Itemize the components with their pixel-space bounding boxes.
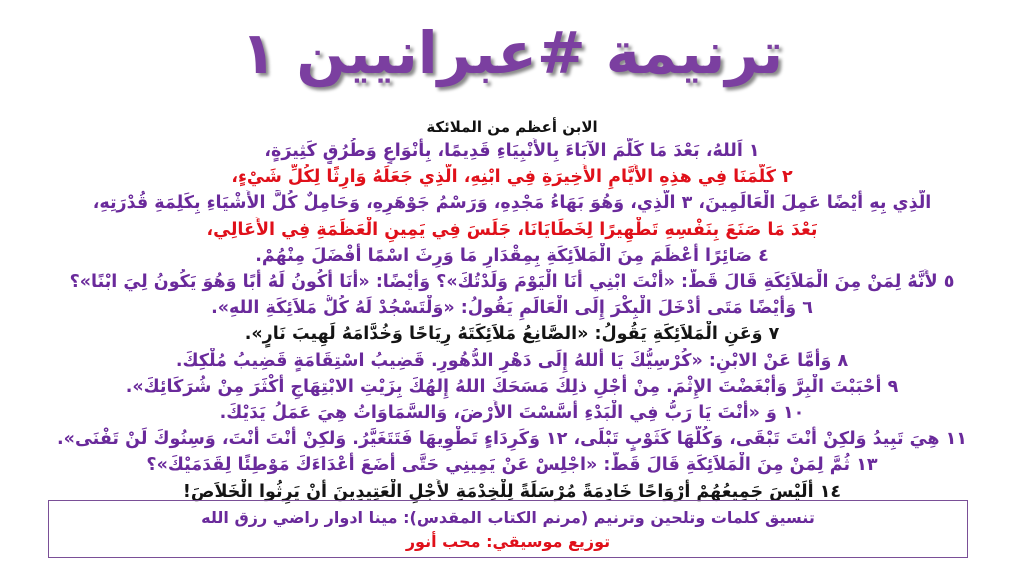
verse-line-4: بَعْدَ مَا صَنَعَ بِنَفْسِهِ تَطْهِيرًا لِخَطَايَانَا، جَلَسَ فِي يَمِينِ الْعَظَمَةِ فِي الأَعَالِي، (206, 219, 818, 240)
hymn-subtitle: الابن أعظم من الملائكة (426, 118, 598, 136)
verse-line-3: الَّذِي بِهِ أَيْضًا عَمِلَ الْعَالَمِينَ، ٣ الَّذِي، وَهُوَ بَهَاءُ مَجْدِهِ، وَرَسْمُ جَوْهَرِهِ، وَحَامِلٌ كُلَّ الأَشْيَاءِ بِكَلِمَةِ قُدْرَتِهِ، (92, 193, 932, 214)
verse-line-12: ١١ هِيَ تَبِيدُ وَلكِنْ أَنْتَ تَبْقَى، وَكُلُّهَا كَثَوْبٍ تَبْلَى، ١٢ وَكَرِدَاءٍ تَطْوِيهَا فَتَتَغَيَّرُ. وَلكِنْ أَنْتَ أَنْتَ، وَسِنُوكَ لَنْ تَفْنَى». (57, 429, 967, 450)
credits-arrangement: توزيع موسيقي: محب أنور (405, 532, 611, 551)
verse-line-7: ٦ وَأَيْضًا مَتَى أَدْخَلَ الْبِكْرَ إِلَى الْعَالَمِ يَقُولُ: «وَلْتَسْجُدْ لَهُ كُلُّ مَلاَئِكَةِ اللهِ». (211, 298, 813, 319)
verse-line-8: ٧ وَعَنِ الْمَلاَئِكَةِ يَقُولُ: «الصَّانِعُ مَلاَئِكَتَهُ رِيَاحًا وَخُدَّامَهُ لَهِيبَ نَارٍ». (244, 324, 780, 345)
verse-line-5: ٤ صَائِرًا أَعْظَمَ مِنَ الْمَلاَئِكَةِ بِمِقْدَارِ مَا وَرِثَ اسْمًا أَفْضَلَ مِنْهُمْ. (255, 245, 769, 266)
verses-block (14, 138, 1010, 505)
verse-line-6: ٥ لأَنَّهُ لِمَنْ مِنَ الْمَلاَئِكَةِ قَالَ قَطُّ: «أَنْتَ ابْنِي أَنَا الْيَوْمَ وَلَدْتُكَ»؟ وَأَيْضًا: «أَنَا أَكُونُ لَهُ أَبًا وَهُوَ يَكُونُ لِيَ ابْنًا»؟ (69, 272, 955, 293)
credits-box (48, 500, 968, 558)
verse-line-1: ١ اَللهُ، بَعْدَ مَا كَلَّمَ الآبَاءَ بِالأَنْبِيَاءِ قَدِيمًا، بِأَنْوَاعٍ وَطُرُقٍ كَثِيرَةٍ، (264, 141, 760, 161)
verse-line-9: ٨ وَأَمَّا عَنْ الابْنِ: «كُرْسِيُّكَ يَا أَللهُ إِلَى دَهْرِ الدُّهُورِ. قَضِيبُ اسْتِقَامَةٍ قَضِيبُ مُلْكِكَ. (175, 350, 849, 371)
verse-line-14: ١٤ أَلَيْسَ جَمِيعُهُمْ أَرْوَاحًا خَادِمَةً مُرْسَلَةً لِلْخِدْمَةِ لأَجْلِ الْعَتِيدِينَ أَنْ يَرِثُوا الْخَلاَصَ! (182, 481, 842, 502)
verse-line-11: ١٠ وَ «أَنْتَ يَا رَبُّ فِي الْبَدْءِ أَسَّسْتَ الأَرْضَ، وَالسَّمَاوَاتُ هِيَ عَمَلُ يَدَيْكَ. (219, 403, 805, 424)
credits-composer: تنسيق كلمات وتلحين وترنيم (مرنم الكتاب المقدس): مينا ادوار راضي رزق الله (201, 508, 815, 527)
hymn-title: ترنيمة #عبرانيين ١ (240, 19, 784, 87)
verse-line-13: ١٣ ثُمَّ لِمَنْ مِنَ الْمَلاَئِكَةِ قَالَ قَطُّ: «اجْلِسْ عَنْ يَمِينِي حَتَّى أَضَعَ أَعْدَاءَكَ مَوْطِئًا لِقَدَمَيْكَ»؟ (146, 455, 878, 476)
verse-line-10: ٩ أَحْبَبْتَ الْبِرَّ وَأَبْغَضْتَ الإِثْمَ. مِنْ أَجْلِ ذلِكَ مَسَحَكَ اللهُ إِلهُكَ بِزَيْتِ الابْتِهَاجِ أَكْثَرَ مِنْ شُرَكَائِكَ». (125, 376, 899, 397)
verse-line-2: ٢ كَلَّمَنَا فِي هذِهِ الأَيَّامِ الأَخِيرَةِ فِي ابْنِهِ، الَّذِي جَعَلَهُ وَارِثًا لِكُلِّ شَيْءٍ، (231, 167, 793, 188)
